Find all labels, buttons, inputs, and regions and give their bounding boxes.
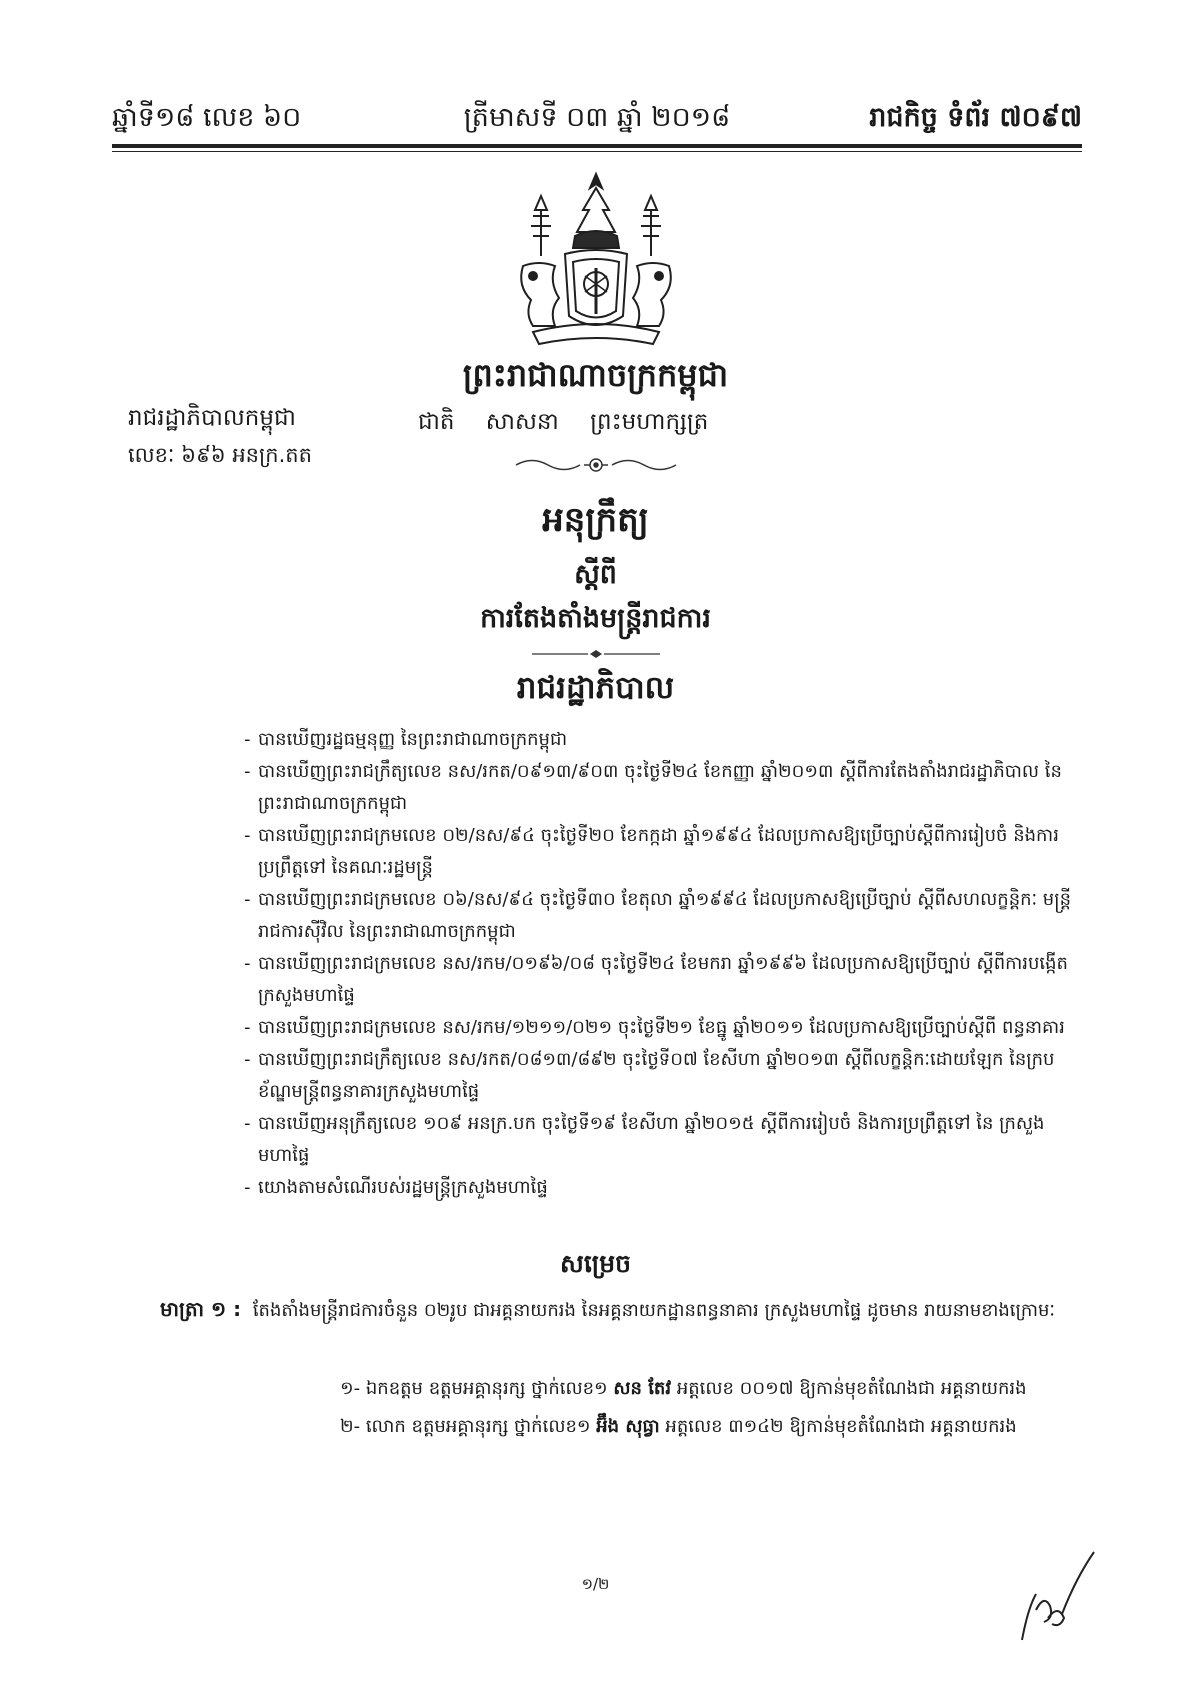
preamble-item: - យោងតាមសំណើរបស់រដ្ឋមន្ត្រីក្រសួងមហាផ្ទៃ	[244, 1172, 1076, 1204]
article-text: តែងតាំងមន្ត្រីរាជការចំនួន ០២រូប ជាអគ្គនាយករង នៃអគ្គនាយកដ្ឋានពន្ធនាគារ ក្រសួងមហាផ្ទៃ ដូចមាន រាយនាមខាងក្រោមៈ	[252, 1300, 1055, 1321]
appointee-item	[340, 1410, 1080, 1444]
decision-heading: សម្រេច	[560, 1249, 631, 1278]
page-number: ១/២	[581, 1575, 610, 1593]
document-title: អនុក្រឹត្យ	[542, 500, 649, 540]
appointee-details: អត្តលេខ ០០១៧ ឱ្យកាន់មុខតំណែងជា អគ្គនាយករង	[676, 1378, 1027, 1399]
document-about: ស្តីពី	[574, 559, 617, 590]
signature-icon	[1014, 1548, 1100, 1648]
appointee-name: អ៊ឹង សុធ្វា	[596, 1416, 660, 1437]
header-rule-thick	[112, 144, 1082, 148]
government-name: រាជរដ្ឋាភិបាលកម្ពុជា	[128, 405, 296, 431]
preamble-item: - បានឃើញរដ្ឋធម្មនុញ្ញ នៃព្រះរាជាណាចក្រកម្ពុជា	[244, 724, 1076, 756]
header-rule-thin	[112, 151, 1082, 152]
document-subject: ការតែងតាំងមន្ត្រីរាជការ	[480, 603, 711, 634]
preamble-item: - បានឃើញព្រះរាជក្រមលេខ ០៦/នស/៩៤ ចុះថ្ងៃទី៣០ ខែតុលា ឆ្នាំ១៩៩៤ ដែលប្រកាសឱ្យប្រើច្បាប់ ស្តីពីសហលក្ខន្តិកៈ មន្ត្រីរាជការស៊ីវិល នៃព្រះរាជាណាចក្រកម្ពុជា	[244, 884, 1076, 948]
kingdom-name: ព្រះរាជាណាចក្រកម្ពុជា	[462, 356, 729, 394]
preamble-item: - បានឃើញព្រះរាជក្រមលេខ នស/រកម/០១៩៦/០៨ ចុះថ្ងៃទី២៤ ខែមករា ឆ្នាំ១៩៩៦ ដែលប្រកាសឱ្យប្រើច្បាប់ ស្តីពីការបង្កើតក្រសួងមហាផ្ទៃ	[244, 948, 1076, 1012]
appointee-name: សន តែវ	[613, 1378, 672, 1399]
preamble-item: - បានឃើញព្រះរាជក្រឹត្យលេខ នស/រកត/០៨១៣/៨៩២ ចុះថ្ងៃទី០៧ ខែសីហា ឆ្នាំ២០១៣ ស្តីពីលក្ខន្តិកៈដោយឡែក នៃក្របខ័ណ្ឌមន្ត្រីពន្ធនាគារក្រសួងមហាផ្ទៃ	[244, 1044, 1076, 1108]
preamble-item: - បានឃើញព្រះរាជក្រមលេខ នស/រកម/១២១១/០២១ ចុះថ្ងៃទី២១ ខែធ្នូ ឆ្នាំ២០១១ ដែលប្រកាសឱ្យប្រើច្បាប់ស្តីពី ពន្ធនាគារ	[244, 1012, 1076, 1044]
preamble-item: - បានឃើញអនុក្រឹត្យលេខ ១០៩ អនក្រ.បក ចុះថ្ងៃទី១៩ ខែសីហា ឆ្នាំ២០១៥ ស្តីពីការរៀបចំ និងការប្រព្រឹត្តទៅ នៃ ក្រសួងមហាផ្ទៃ	[244, 1108, 1076, 1172]
appointee-rank: ២- លោក ឧត្តមអគ្គានុរក្ស ថ្នាក់លេខ១	[340, 1416, 591, 1437]
ornament-icon	[512, 452, 680, 478]
issuing-authority: រាជរដ្ឋាភិបាល	[516, 670, 675, 706]
gazette-header	[112, 96, 1082, 140]
royal-emblem-icon	[503, 166, 689, 352]
appointee-details: អត្តលេខ ៣១៤២ ឱ្យកាន់មុខតំណែងជា អគ្គនាយករង	[665, 1416, 1017, 1437]
article-label: មាត្រា ១ :	[160, 1297, 242, 1321]
title-divider	[530, 649, 662, 659]
appointee-rank: ១- ឯកឧត្តម ឧត្តមអគ្គានុរក្ស ថ្នាក់លេខ១	[340, 1378, 608, 1399]
preamble-item: - បានឃើញព្រះរាជក្រមលេខ ០២/នស/៩៤ ចុះថ្ងៃទី២០ ខែកក្កដា ឆ្នាំ១៩៩៤ ដែលប្រកាសឱ្យប្រើច្បាប់ស្តីពីការរៀបចំ និងការប្រព្រឹត្តទៅ នៃគណៈរដ្ឋមន្ត្រី	[244, 820, 1076, 884]
gazette-quarter: ត្រីមាសទី ០៣ ឆ្នាំ ២០១៨	[463, 102, 731, 133]
preamble-item: - បានឃើញព្រះរាជក្រឹត្យលេខ នស/រកត/០៩១៣/៩០៣ ចុះថ្ងៃទី២៤ ខែកញ្ញា ឆ្នាំ២០១៣ ស្តីពីការតែងតាំងរាជរដ្ឋាភិបាល នៃព្រះរាជាណាចក្រកម្ពុជា	[244, 756, 1076, 820]
gazette-issue: ឆ្នាំទី១៨ លេខ ៦០	[112, 102, 302, 133]
appointee-item	[340, 1372, 1080, 1406]
preamble-list	[244, 724, 1076, 1204]
national-motto: ជាតិ សាសនា ព្រះមហាក្សត្រ	[418, 409, 709, 435]
article-1	[160, 1292, 1078, 1328]
gazette-page: រាជកិច្ច ទំព័រ ៧០៩៧	[869, 102, 1082, 133]
appointee-list	[340, 1372, 1080, 1448]
reference-number: លេខៈ ៦៩៦ អនក្រ.តត	[128, 443, 312, 467]
